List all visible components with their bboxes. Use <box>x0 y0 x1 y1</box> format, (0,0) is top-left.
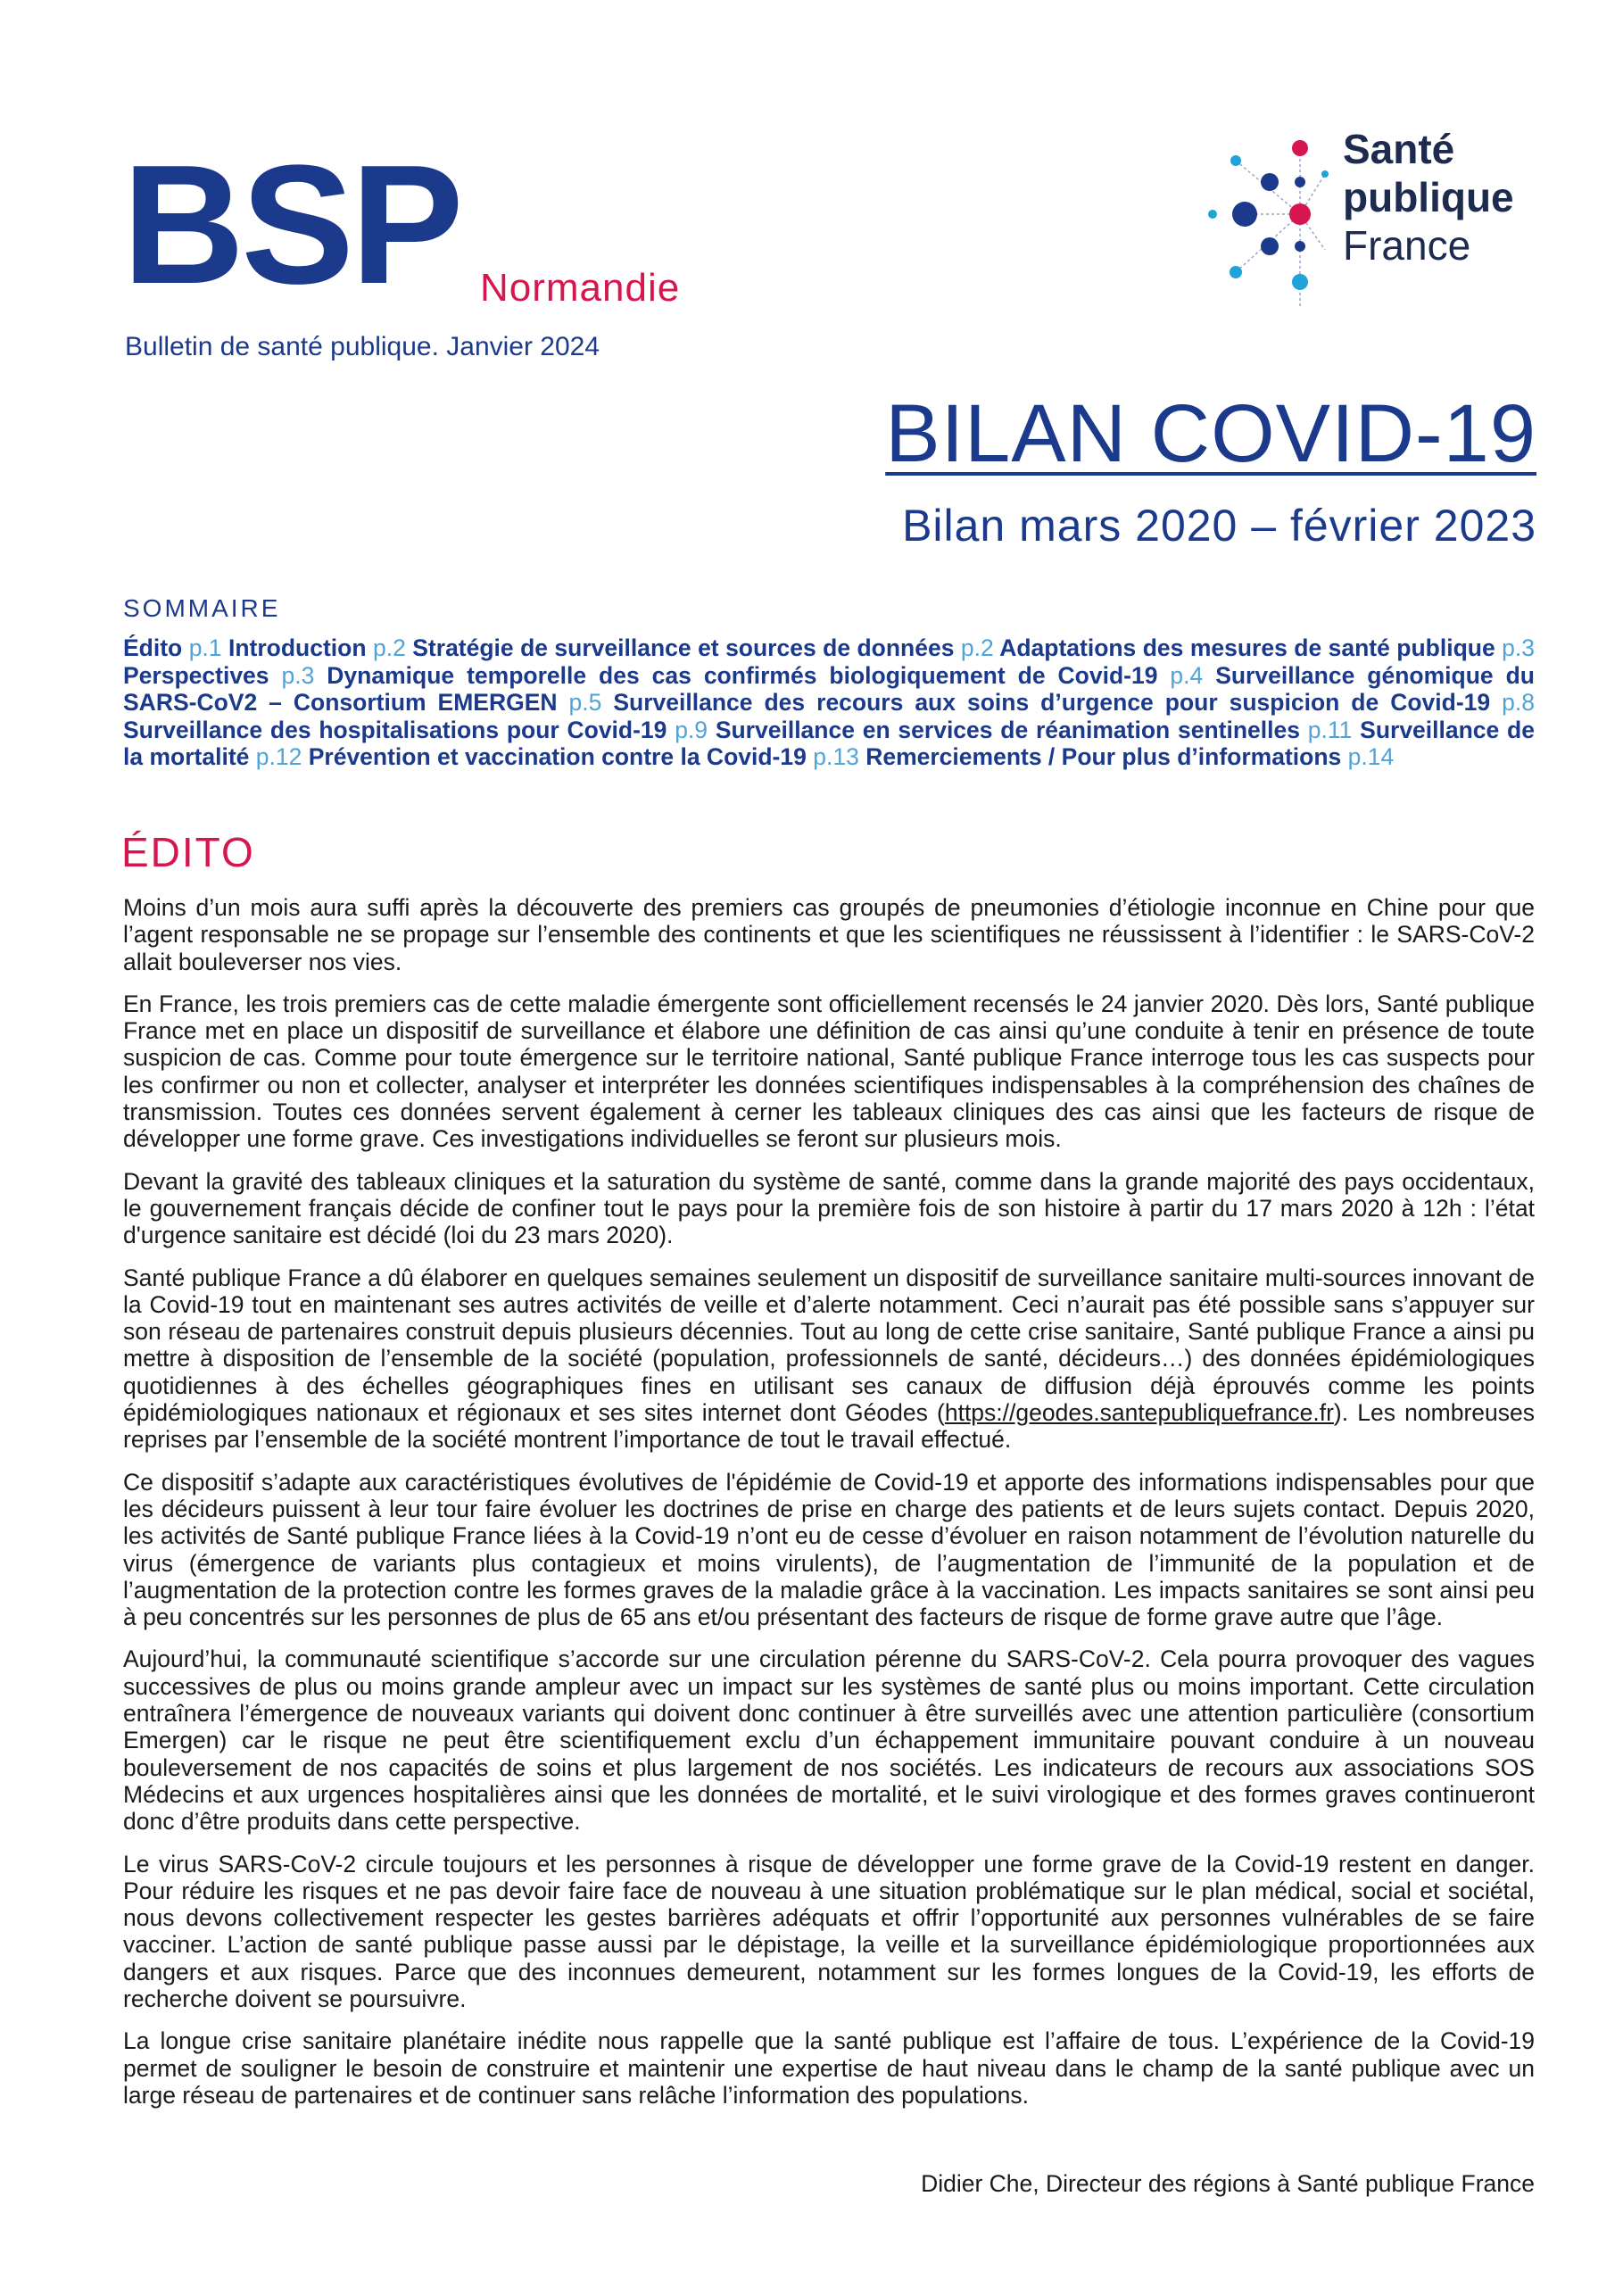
edito-paragraph: En France, les trois premiers cas de cette maladie émergente sont officiellement recensés le 24 janvier 2020. Dès lors, Santé publique France met en place un dispositif de surveillance et élabore une définition de cas ainsi qu’une conduite à tenir en présence de toute suspicion de cas. Comme pour toute émergence sur le territoire national, Santé publique France interroge tous les cas suspects pour les confirmer ou non et collecter, analyser et interpréter les données scientifiques indispensables à la compréhension des chaînes de transmission. Toutes ces données servent également à cerner les tableaux cliniques des cas ainsi que les facteurs de risque de développer une forme grave. Ces investigations individuelles se feront sur plusieurs mois. <box>123 990 1535 1153</box>
sommaire-entry-page[interactable]: p.12 <box>255 743 302 770</box>
sommaire-entry-page[interactable]: p.5 <box>568 689 602 716</box>
sommaire-entry-page[interactable]: p.1 <box>188 634 222 661</box>
spf-dots-icon <box>1200 125 1334 312</box>
edito-paragraph: Aujourd’hui, la communauté scientifique s’accorde sur une circulation pérenne du SARS-CoV-2. Cela pourra provoquer des vagues successives de plus ou moins grande ampleur avec un impact sur les systèmes de santé plus ou moins important. Cette circulation entraînera l’émergence de nouveaux variants qui doivent donc continuer à être surveillés avec une attention particulière (consortium Emergen) car le risque ne peut être scientifiquement exclu d’un échappement immunitaire pouvant conduire à un nouveau bouleversement de nos capacités de soins et plus largement de nos sociétés. Les indicateurs de recours aux associations SOS Médecins et aux urgences hospitalières ainsi que les données de mortalité, et le suivi virologique et des formes graves continueront donc d’être produits dans cette perspective. <box>123 1645 1535 1836</box>
sommaire-entry-page[interactable]: p.13 <box>813 743 859 770</box>
sommaire-entry-page[interactable]: p.3 <box>281 661 315 689</box>
edito-heading: ÉDITO <box>121 829 255 875</box>
sommaire-list <box>123 634 1535 771</box>
sommaire-entry-page[interactable]: p.2 <box>372 634 406 661</box>
sommaire-entry-label[interactable]: Perspectives <box>123 661 269 689</box>
bsp-region: Normandie <box>480 266 681 310</box>
edito-paragraph: La longue crise sanitaire planétaire inédite nous rappelle que la santé publique est l’affaire de tous. L’expérience de la Covid-19 permet de souligner le besoin de construire et maintenir une expertise de haut niveau dans le champ de la santé publique avec un large réseau de partenaires et de continuer sans relâche l’information des populations. <box>123 2027 1535 2109</box>
sommaire-entry-label[interactable]: Édito <box>123 634 183 661</box>
sommaire-entry-label[interactable]: Introduction <box>228 634 367 661</box>
sommaire-entry-label[interactable]: Surveillance des hospitalisations pour Covid-19 <box>123 716 667 743</box>
bsp-logo: BSP <box>122 130 460 319</box>
sommaire-entry-label[interactable]: Surveillance de la mortalité <box>123 716 1535 770</box>
spf-line-2: publique <box>1343 174 1514 220</box>
sommaire-entry-label[interactable]: Dynamique temporelle des cas confirmés biologiquement de Covid-19 <box>327 661 1158 689</box>
edito-text: Santé publique France a dû élaborer en quelques semaines seulement un dispositif de surveillance sanitaire multi-sources innovant de la Covid-19 tout en maintenant ses autres activités de veille et d’alerte notamment. Ceci n’aurait pas été possible sans s’appuyer sur son réseau de partenaires construit depuis plusieurs décennies. Tout au long de cette crise sanitaire, Santé publique France a ainsi pu mettre à disposition de l’ensemble de la société (population, professionnels de santé, décideurs…) des données épidémiologiques quotidiennes à des échelles géographiques fines en utilisant ses canaux de diffusion déjà éprouvés comme les points épidémiologiques nationaux et régionaux et ses sites internet dont Géodes ( <box>123 1264 1535 1427</box>
bulletin-subtitle: Bulletin de santé publique. Janvier 2024 <box>125 332 600 361</box>
sommaire-entry-label[interactable]: Surveillance en services de réanimation sentinelles <box>715 716 1300 743</box>
edito-paragraph: Devant la gravité des tableaux cliniques et la saturation du système de santé, comme dans la grande majorité des pays occidentaux, le gouvernement français décide de confiner tout le pays pour la première fois de son histoire à partir du 17 mars 2020 à 12h : l’état d'urgence sanitaire est décidé (loi du 23 mars 2020). <box>123 1167 1535 1249</box>
signature: Didier Che, Directeur des régions à Santé publique France <box>921 2170 1535 2197</box>
edito-body <box>123 894 1535 2124</box>
sommaire-entry-page[interactable]: p.14 <box>1347 743 1395 770</box>
sommaire-entry-page[interactable]: p.4 <box>1170 661 1204 689</box>
sommaire-entry-page[interactable]: p.9 <box>675 716 708 743</box>
spf-line-1: Santé <box>1343 126 1455 172</box>
sommaire-entry-label[interactable]: Stratégie de surveillance et sources de données <box>412 634 955 661</box>
spf-wordmark <box>1343 125 1514 269</box>
sante-publique-france-logo <box>1200 125 1557 312</box>
sommaire-heading: SOMMAIRE <box>123 594 281 622</box>
geodes-link[interactable]: https://geodes.santepubliquefrance.fr <box>944 1399 1334 1427</box>
sommaire-entry-page[interactable]: p.2 <box>960 634 994 661</box>
sommaire-entry-label[interactable]: Surveillance des recours aux soins d’urgence pour suspicion de Covid-19 <box>613 689 1491 716</box>
edito-paragraph <box>123 1264 1535 1454</box>
sommaire-entry-page[interactable]: p.8 <box>1502 689 1535 716</box>
sommaire-entry-page[interactable]: p.3 <box>1502 634 1535 661</box>
edito-paragraph: Moins d’un mois aura suffi après la découverte des premiers cas groupés de pneumonies d’étiologie inconnue en Chine pour que l’agent responsable ne se propage sur l’ensemble des continents et que les scientifiques ne réussissent à l’identifier : le SARS-CoV-2 allait bouleverser nos vies. <box>123 894 1535 975</box>
edito-text: ). Les nombreuses reprises par l’ensemble de la société montrent l’importance de tout le travail effectué. <box>123 1399 1536 1454</box>
sommaire-entry-label[interactable]: Adaptations des mesures de santé publique <box>999 634 1495 661</box>
edito-paragraph: Ce dispositif s’adapte aux caractéristiques évolutives de l'épidémie de Covid-19 et apporte des informations indispensables pour que les décideurs puissent à leur tour faire évoluer les doctrines de prise en charge des patients et de leurs sujets contact. Depuis 2020, les activités de Santé publique France liées à la Covid-19 n’ont eu de cesse d’évoluer en raison notamment de l’évolution naturelle du virus (émergence de variants plus contagieux et moins virulents), de l’augmentation de l’immunité de la population et de l’augmentation de la protection contre les formes graves de la maladie grâce à la vaccination. Les impacts sanitaires se sont ainsi peu à peu concentrés sur les personnes de plus de 65 ans et/ou présentant des facteurs de risque de forme grave autre que l’âge. <box>123 1468 1535 1631</box>
spf-line-3: France <box>1343 222 1471 269</box>
page-title: BILAN COVID-19 <box>885 388 1536 479</box>
edito-paragraph: Le virus SARS-CoV-2 circule toujours et les personnes à risque de développer une forme grave de la Covid-19 restent en danger. Pour réduire les risques et ne pas devoir faire face de nouveau à une situation problématique sur le plan médical, social et sociétal, nous devons collectivement respecter les gestes barrières adéquats et offrir l’opportunité aux personnes vulnérables de se faire vacciner. L’action de santé publique passe aussi par le dépistage, la veille et la surveillance épidémiologique proportionnées aux dangers et aux risques. Parce que des inconnues demeurent, notamment sur les formes longues de la Covid-19, les efforts de recherche doivent se poursuivre. <box>123 1850 1535 2012</box>
sommaire-entry-label[interactable]: Prévention et vaccination contre la Covid-19 <box>308 743 807 770</box>
sommaire-entry-page[interactable]: p.11 <box>1307 716 1353 743</box>
sommaire-entry-label[interactable]: Remerciements / Pour plus d’informations <box>865 743 1342 770</box>
page-subtitle: Bilan mars 2020 – février 2023 <box>902 501 1536 551</box>
sommaire-entry-label[interactable]: Surveillance génomique du SARS-CoV2 – Consortium EMERGEN <box>123 661 1535 716</box>
